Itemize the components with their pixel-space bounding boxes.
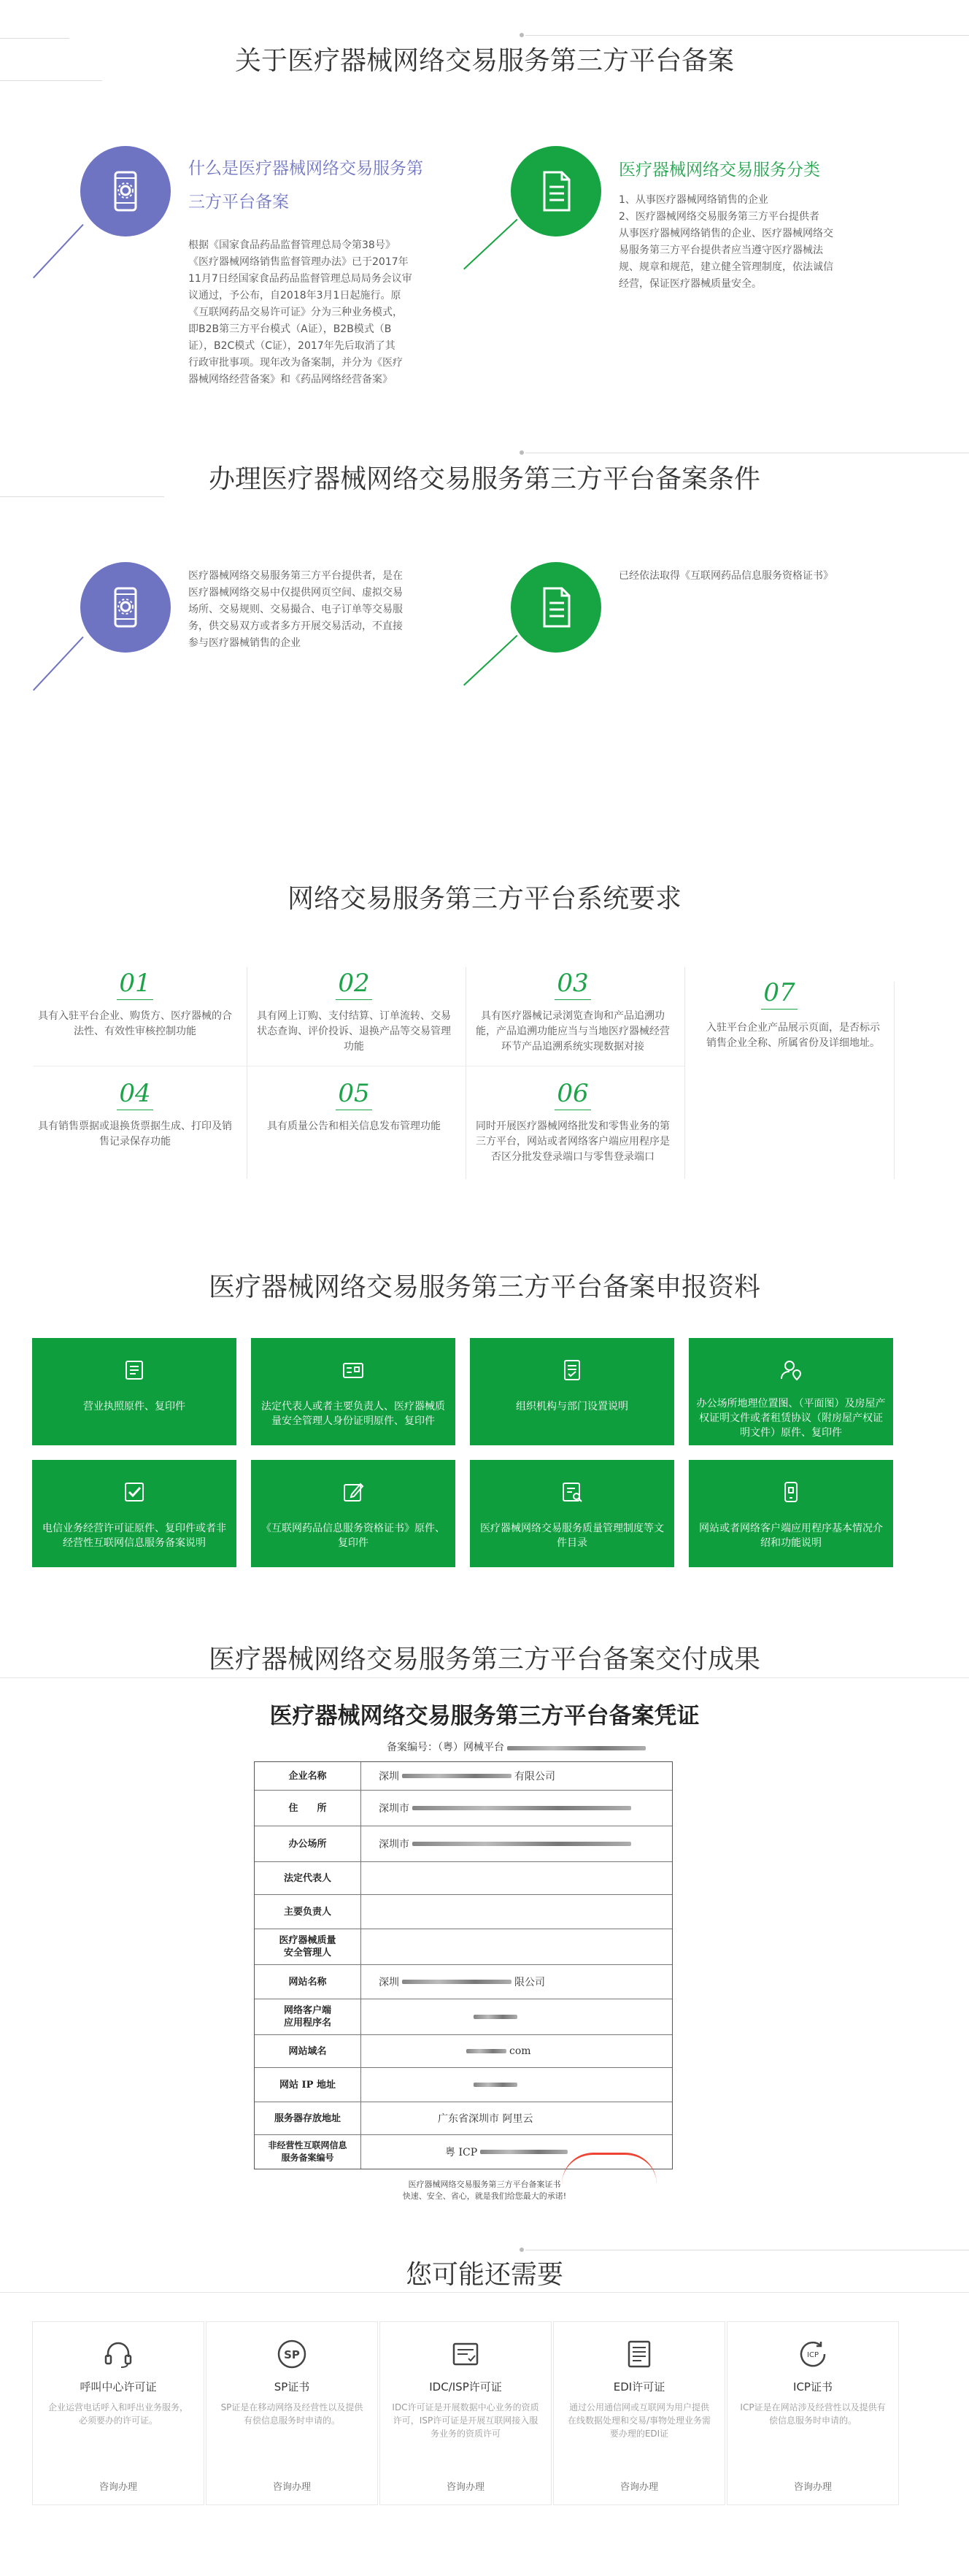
consult-button[interactable]: 咨询办理 — [272, 2482, 311, 2493]
service-card-idc-isp[interactable] — [379, 2321, 552, 2505]
phone-gear-circle — [80, 562, 171, 653]
edit-icon — [341, 1480, 365, 1504]
document-icon — [560, 1358, 584, 1382]
material-text: 医疗器械网络交易服务质量管理制度等文件目录 — [480, 1523, 664, 1549]
phone-gear-icon — [104, 169, 147, 213]
conditions-left-text: 医疗器械网络交易服务第三方平台提供者，是在 医疗器械网络交易中仅提供网页空间、虚拟交易 场所、交易规则、交易撮合、电子订单等交易服 务，供交易双方或者多方开展交易活动，不直接 参与医疗器械销售的企业 — [188, 570, 403, 649]
service-desc: 企业运营电话呼入和呼出业务服务，必须要办的许可证。 — [47, 2402, 188, 2426]
row-label: 服务器存放地址 — [255, 2102, 361, 2134]
section-title-about: 关于医疗器械网络交易服务第三方平台备案 — [234, 46, 734, 76]
material-text: 电信业务经营许可证原件、复印件或者非经营性互联网信息服务备案说明 — [42, 1523, 226, 1549]
row-label: 主要负责人 — [255, 1895, 361, 1929]
material-text: 办公场所地理位置图、（平面图）及房屋产权证明文件或者租赁协议（附房屋产权证明文件）原件、复印件 — [696, 1398, 886, 1439]
row-value: 深圳市 — [361, 1791, 672, 1826]
row-label: 非经营性互联网信息 服务备案编号 — [255, 2135, 361, 2169]
phone-gear-circle — [80, 146, 171, 237]
material-text: 网站或者网络客户端应用程序基本情况介绍和功能说明 — [699, 1523, 883, 1549]
table-row — [255, 2035, 672, 2068]
table-row — [255, 1762, 672, 1791]
material-tile-drug-info-cert — [251, 1460, 455, 1567]
row-label: 法定代表人 — [255, 1862, 361, 1894]
service-card-icp[interactable] — [727, 2321, 899, 2505]
icp-icon — [797, 2338, 829, 2370]
section-title-result: 医疗器械网络交易服务第三方平台备案交付成果 — [208, 1645, 760, 1675]
requirement-number: 02 — [338, 969, 370, 998]
table-row — [255, 1826, 672, 1862]
about-right-title: 医疗器械网络交易服务分类 — [619, 161, 820, 180]
material-text: 组织机构与部门设置说明 — [516, 1401, 628, 1412]
requirement-text: 具有网上订购、支付结算、订单流转、交易状态查询、评价投诉、退换产品等交易管理功能 — [257, 1010, 451, 1053]
accent-line — [33, 637, 84, 691]
document-icon — [534, 585, 578, 629]
user-location-icon — [779, 1358, 803, 1382]
document-icon — [534, 169, 578, 213]
sp-icon — [276, 2338, 308, 2370]
phone-gear-icon — [104, 585, 147, 629]
requirement-number: 03 — [557, 969, 589, 998]
requirement-item — [33, 969, 237, 1049]
section-title-materials: 医疗器械网络交易服务第三方平台备案申报资料 — [208, 1272, 760, 1302]
requirement-item — [252, 1079, 456, 1159]
svg-text:ICP: ICP — [807, 2351, 819, 2359]
divider — [0, 2292, 969, 2293]
service-desc: IDC许可证是开展数据中心业务的资质许可，ISP许可证是开展互联网接入服务业务的资质许可 — [392, 2402, 539, 2439]
material-text: 法定代表人或者主要负责人、医疗器械质量安全管理人身份证明原件、复印件 — [261, 1401, 445, 1427]
requirement-text: 具有销售票据或退换货票据生成、打印及销售记录保存功能 — [38, 1120, 232, 1147]
requirement-number: 01 — [119, 969, 151, 998]
divider — [525, 35, 969, 36]
table-row — [255, 1895, 672, 1929]
section-title-system: 网络交易服务第三方平台系统要求 — [287, 884, 682, 914]
row-label: 企业名称 — [255, 1762, 361, 1790]
requirement-text: 入驻平台企业产品展示页面，是否标示销售企业全称、所属省份及详细地址。 — [706, 1022, 880, 1049]
service-desc: SP证是在移动网络及经营性以及提供有偿信息服务时申请的。 — [220, 2402, 363, 2426]
material-text: 《互联网药品信息服务资格证书》原件、复印件 — [261, 1523, 445, 1549]
table-row — [255, 1999, 672, 2035]
row-value: 深圳 限公司 — [379, 1977, 545, 1988]
service-title: IDC/ISP许可证 — [429, 2380, 502, 2394]
row-value — [361, 1862, 672, 1894]
service-title: EDI许可证 — [613, 2380, 665, 2394]
license-icon — [123, 1358, 146, 1382]
requirement-text: 具有医疗器械记录浏览查询和产品追溯功能，产品追溯功能应当与当地医疗器械经营环节产品追溯系统实现数据对接 — [476, 1010, 670, 1053]
grid-separator — [684, 967, 685, 1179]
accent-line — [33, 224, 84, 278]
table-row — [255, 1791, 672, 1826]
service-title: ICP证书 — [793, 2380, 833, 2394]
requirement-number: 04 — [119, 1079, 151, 1108]
certificate-table — [254, 1761, 673, 2169]
requirement-number: 06 — [557, 1079, 589, 1108]
idc-icon — [449, 2338, 482, 2370]
material-tile-quality-docs — [470, 1460, 674, 1567]
row-label: 网站域名 — [255, 2035, 361, 2067]
certificate-footer-line2: 快速、安全、省心，就是我们给您最大的承诺! — [402, 2191, 567, 2201]
material-tile-app-description — [689, 1460, 893, 1567]
divider — [0, 1677, 969, 1678]
consult-button[interactable]: 咨询办理 — [793, 2482, 832, 2493]
certificate-footer-line1: 医疗器械网络交易服务第三方平台备案证书 — [408, 2180, 561, 2189]
table-row — [255, 1965, 672, 1999]
service-title: 呼叫中心许可证 — [80, 2380, 157, 2394]
material-tile-business-license — [32, 1338, 236, 1445]
divider-dot — [520, 33, 524, 37]
consult-button[interactable]: 咨询办理 — [619, 2482, 658, 2493]
edi-icon — [623, 2338, 655, 2370]
divider — [0, 80, 102, 81]
table-row — [255, 1862, 672, 1895]
material-tile-org-structure — [470, 1338, 674, 1445]
service-desc: ICP证是在网站涉及经营性以及提供有偿信息服务时申请的。 — [740, 2402, 886, 2426]
checkbox-icon — [123, 1480, 146, 1504]
requirement-text: 具有入驻平台企业、购货方、医疗器械的合法性、有效性审核控制功能 — [38, 1010, 232, 1037]
row-value — [361, 2068, 672, 2102]
row-label: 办公场所 — [255, 1826, 361, 1861]
table-row — [255, 2068, 672, 2102]
requirement-item — [252, 969, 456, 1053]
requirement-number: 05 — [338, 1079, 370, 1108]
conditions-right-text: 已经依法取得《互联网药品信息服务资格证书》 — [619, 570, 833, 582]
about-left-text: 根据《国家食品药品监督管理总局令第38号》 《医疗器械网络销售监督管理办法》已于2017年 11月7日经国家食品药品监督管理总局局务会议审 议通过，予公布，自2018年3月1日起施行。原 《互联网药品交易许可证》分为三种业务模式， 即B2B第三方平台模式（A证），B2B模式（B 证），B2C模式（C证），2017年先后取消了其 行政审批事项。现年改为备案制，并分为《医疗 器械网络经营备案》和《药品网络经营备案》 — [188, 239, 412, 385]
certificate-title: 医疗器械网络交易服务第三方平台备案凭证 — [269, 1703, 700, 1729]
row-label: 网络客户端 应用程序名 — [255, 1999, 361, 2034]
consult-button[interactable]: 咨询办理 — [99, 2482, 137, 2493]
document-circle — [511, 146, 601, 237]
requirement-number: 07 — [763, 978, 795, 1007]
material-text: 营业执照原件、复印件 — [83, 1401, 185, 1412]
service-card-sp[interactable] — [206, 2321, 378, 2505]
mobile-icon — [779, 1480, 803, 1504]
service-title: SP证书 — [274, 2380, 310, 2394]
row-value — [361, 1999, 672, 2034]
list-icon — [560, 1480, 584, 1504]
section-title-more: 您可能还需要 — [405, 2260, 563, 2290]
certificate-number: 备案编号：（粤）网械平台 — [387, 1739, 649, 1754]
id-card-icon — [341, 1358, 365, 1382]
material-tile-office-location — [689, 1338, 893, 1445]
row-label: 网站 IP 地址 — [255, 2068, 361, 2102]
service-desc: 通过公用通信网或互联网为用户提供在线数据处理和交易/事物处理业务需要办理的EDI证 — [567, 2402, 711, 2439]
accent-line — [463, 635, 517, 686]
row-label: 医疗器械质量 安全管理人 — [255, 1929, 361, 1964]
section-title-conditions: 办理医疗器械网络交易服务第三方平台备案条件 — [208, 464, 760, 494]
row-label: 网站名称 — [255, 1965, 361, 1999]
grid-separator — [894, 982, 895, 1179]
table-row — [255, 2102, 672, 2135]
requirement-text: 具有质量公告和相关信息发布管理功能 — [267, 1120, 441, 1132]
requirement-item — [471, 1079, 675, 1163]
about-left-title: 什么是医疗器械网络交易服务第 三方平台备案 — [188, 159, 423, 212]
material-tile-telecom-license — [32, 1460, 236, 1567]
table-row — [255, 1929, 672, 1965]
row-value — [361, 1895, 672, 1929]
svg-text:SP: SP — [284, 2348, 300, 2361]
row-value: com — [361, 2035, 672, 2067]
document-circle — [511, 562, 601, 653]
row-value — [361, 1929, 672, 1964]
accent-line — [463, 219, 517, 270]
consult-button[interactable]: 咨询办理 — [446, 2482, 484, 2493]
row-value: 深圳 有限公司 — [379, 1771, 555, 1783]
requirement-item — [706, 978, 896, 1058]
row-label: 住 所 — [255, 1791, 361, 1826]
requirement-text: 同时开展医疗器械网络批发和零售业务的第三方平台，网站或者网络客户端应用程序是否区分批发登录端口与零售登录端口 — [476, 1120, 670, 1163]
service-card-call-center[interactable] — [32, 2321, 204, 2505]
service-card-edi[interactable] — [553, 2321, 725, 2505]
divider-dot — [520, 450, 524, 455]
divider — [0, 496, 164, 497]
row-value: 深圳市 — [361, 1826, 672, 1861]
divider-dot — [520, 2248, 524, 2252]
requirement-item — [33, 1079, 237, 1159]
row-value: 粤 ICP — [361, 2135, 672, 2169]
row-value: 广东省深圳市 阿里云 — [438, 2113, 533, 2125]
headset-icon — [102, 2338, 134, 2370]
material-tile-legal-rep-id — [251, 1338, 455, 1445]
requirement-item — [471, 969, 675, 1053]
divider — [0, 38, 69, 39]
about-right-text: 1、从事医疗器械网络销售的企业 2、医疗器械网络交易服务第三方平台提供者 从事医疗器械网络销售的企业、医疗器械网络交 易服务第三方平台提供者应当遵守医疗器械法 规、规章和规范，建立健全管理制度，依法诚信 经营，保证医疗器械质量安全。 — [619, 194, 833, 290]
